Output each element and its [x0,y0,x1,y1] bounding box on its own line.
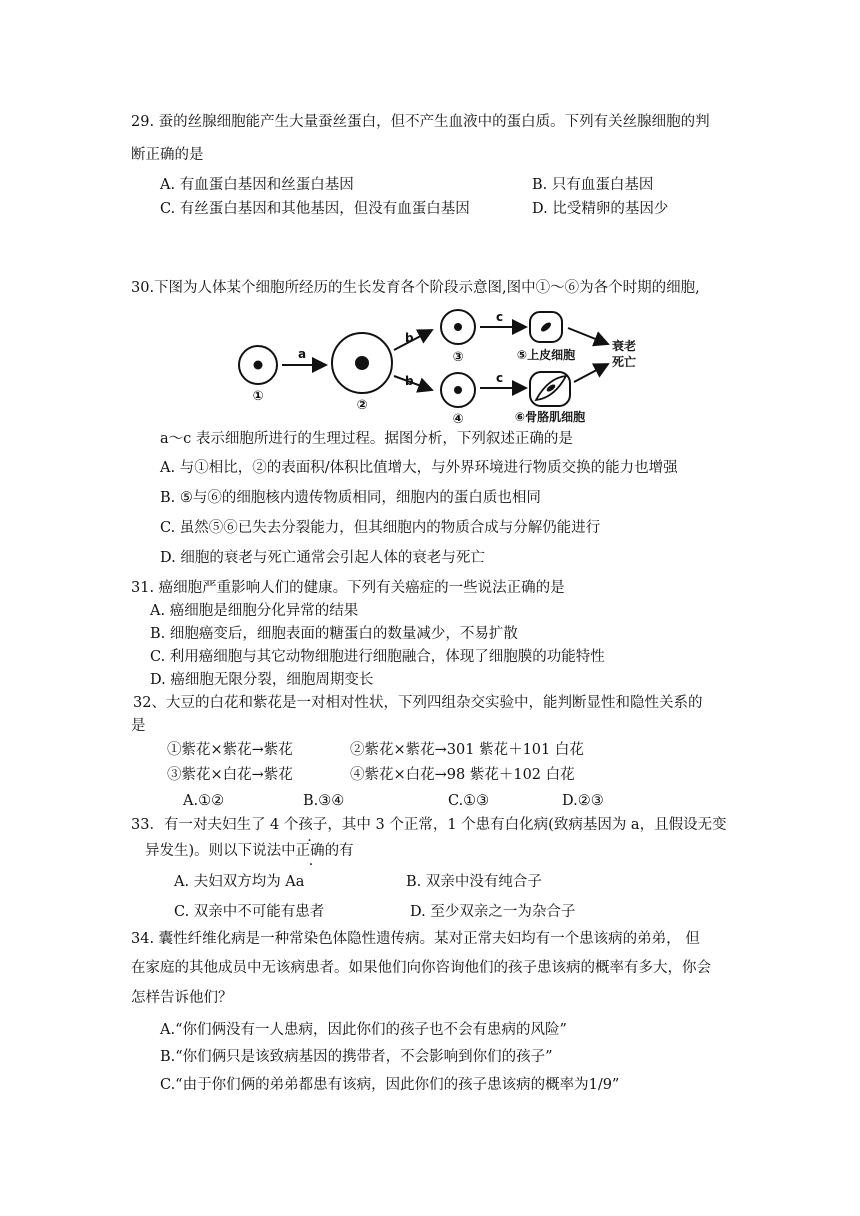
q33-stem-line1: 33．有一对夫妇生了 4 个孩子，其中 3 个正常，1 个患有白化病(致病基因为 a，且假设无变 [131,817,727,833]
q32-option-b: B.③④ [303,793,345,809]
cell-2-nucleus [355,356,369,370]
q32-cross-1: ①紫花×紫花→紫花 [167,742,293,758]
q29-option-c: C. 有丝蛋白基因和其他基因，但没有血蛋白基因 [160,201,470,217]
q31-option-b: B. 细胞癌变后，细胞表面的糖蛋白的数量减少，不易扩散 [150,626,518,642]
q34-option-a: A.“你们俩没有一人患病，因此你们的孩子也不会有患病的风险” [160,1022,567,1038]
q29-option-a: A. 有血蛋白基因和丝蛋白基因 [160,177,354,193]
arrow-b-upper-label: b [405,331,414,345]
end-label-death: 死亡 [612,355,637,369]
q30-option-d: D. 细胞的衰老与死亡通常会引起人体的衰老与死亡 [160,550,485,566]
cell-development-diagram [232,308,644,428]
cell-1-label: ① [252,389,264,404]
q33-option-a: A. 夫妇双方均为 Aa [174,874,305,890]
q33-stem-line2 [145,842,354,860]
q32-cross-2: ②紫花×紫花→301 紫花＋101 白花 [350,742,584,758]
q34-stem-line2: 在家庭的其他成员中无该病患者。如果他们向你咨询他们的孩子患该病的概率有多大，你会 [131,960,711,976]
cell-6-label: ⑥骨胳肌细胞 [514,410,586,424]
q34-option-c: C.“由于你们俩的弟弟都患有该病，因此你们的孩子患该病的概率为1/9” [160,1077,620,1093]
q33-stem-line2-suffix: 的有 [324,843,354,859]
q30-option-a: A. 与①相比，②的表面积/体积比值增大，与外界环境进行物质交换的能力也增强 [160,460,678,476]
q29-stem-line1: 29. 蚕的丝腺细胞能产生大量蚕丝蛋白，但不产生血液中的蛋白质。下列有关丝腺细胞的判 [131,114,710,130]
q31-option-d: D. 癌细胞无限分裂，细胞周期变长 [150,672,374,688]
q31-stem: 31. 癌细胞严重影响人们的健康。下列有关癌症的一些说法正确的是 [131,580,565,596]
q32-option-d: D.②③ [562,793,604,809]
q32-cross-4: ④紫花×白花→98 紫花＋102 白花 [350,767,575,783]
q30-option-b: B. ⑤与⑥的细胞核内遗传物质相同，细胞内的蛋白质也相同 [160,490,541,506]
q34-option-b: B.“你们俩只是该致病基因的携带者，不会影响到你们的孩子” [160,1049,553,1065]
arrow-c-lower-label: c [496,371,504,385]
q29-option-d: D. 比受精卵的基因少 [532,201,669,217]
arrow-c-upper-label: c [496,310,504,324]
cell-3-nucleus [454,323,462,331]
q33-emphasized-word: 正确 [295,843,325,859]
q34-stem-line3: 怎样告诉他们？ [131,990,233,1006]
cell-5-label: ⑤上皮细胞 [516,348,576,362]
cell-4-nucleus [454,386,462,394]
q32-cross-3: ③紫花×白花→紫花 [167,767,293,783]
q30-option-c: C. 虽然⑤⑥已失去分裂能力，但其细胞内的物质合成与分解仍能进行 [160,520,601,536]
q29-option-b: B. 只有血蛋白基因 [532,177,654,193]
q31-option-c: C. 利用癌细胞与其它动物细胞进行细胞融合，体现了细胞膜的功能特性 [150,649,605,665]
q32-stem-line1: 32、大豆的白花和紫花是一对相对性状，下列四组杂交实验中，能判断显性和隐性关系的 [133,695,703,711]
q31-option-a: A. 癌细胞是细胞分化异常的结果 [150,603,359,619]
q32-option-c: C.①③ [448,793,490,809]
arrow-to-end-lower [574,364,608,382]
q29-stem-line2: 断正确的是 [131,147,204,163]
q33-option-d: D. 至少双亲之一为杂合子 [410,904,576,920]
q33-option-c: C. 双亲中不可能有患者 [174,904,325,920]
q33-stem-line2-prefix: 异发生)。则以下说法中 [145,843,296,859]
cell-4-label: ④ [452,412,464,427]
arrow-to-end-upper [568,328,608,344]
q30-stem-line2: a～c 表示细胞所进行的生理过程。据图分析，下列叙述正确的是 [160,431,573,447]
q30-stem-line1: 30.下图为人体某个细胞所经历的生长发育各个阶段示意图,图中①～⑥为各个时期的细胞, [131,280,700,296]
q32-option-a: A.①② [183,793,225,809]
arrow-a-label: a [298,347,307,361]
cell-3-label: ③ [452,350,464,365]
cell-2-label: ② [356,398,368,413]
cell-1-nucleus [254,361,263,370]
arrow-b-lower-label: b [405,374,414,388]
q33-option-b: B. 双亲中没有纯合子 [406,874,542,890]
end-label-aging: 衰老 [612,339,637,353]
q32-stem-line2: 是 [131,718,146,734]
q34-stem-line1: 34. 囊性纤维化病是一种常染色体隐性遗传病。某对正常夫妇均有一个患该病的弟弟， 但 [131,931,700,947]
